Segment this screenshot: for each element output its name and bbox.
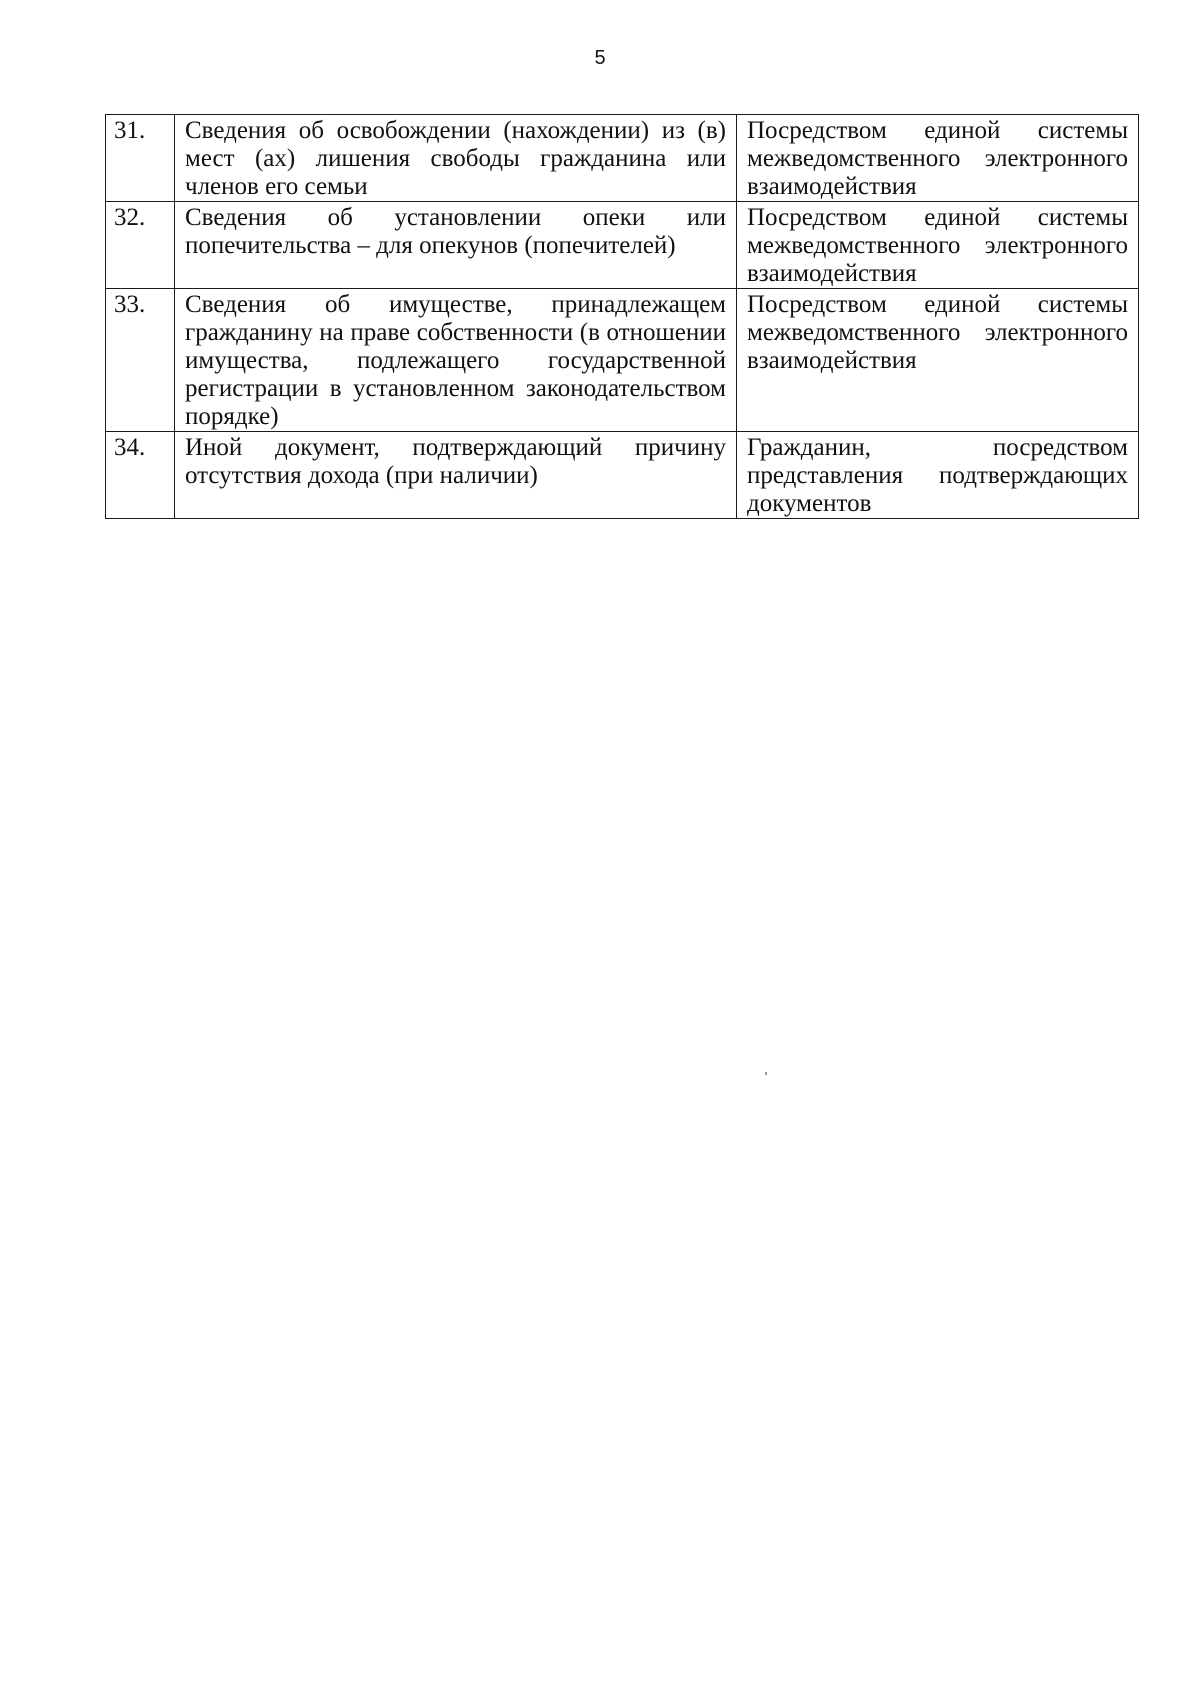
table-row xyxy=(106,432,1139,519)
table-row xyxy=(106,289,1139,432)
row-description: Иной документ, подтверждающий причину отсутствия дохода (при наличии) xyxy=(175,432,737,519)
row-description: Сведения об освобождении (нахождении) из (в) мест (ах) лишения свободы гражданина или членов его семьи xyxy=(175,115,737,202)
table-row xyxy=(106,115,1139,202)
row-description: Сведения об имуществе, принадлежащем гражданину на праве собственности (в отношении имущества, подлежащего государственной регистрации в установленном законодательством порядке) xyxy=(175,289,737,432)
row-method: Посредством единой системы межведомственного электронного взаимодействия xyxy=(737,115,1139,202)
page-number: 5 xyxy=(594,47,606,69)
row-method: Посредством единой системы межведомственного электронного взаимодействия xyxy=(737,202,1139,289)
row-description: Сведения об установлении опеки или попечительства – для опекунов (попечителей) xyxy=(175,202,737,289)
row-number: 31. xyxy=(106,115,175,202)
scan-speck xyxy=(765,1072,767,1075)
row-number: 34. xyxy=(106,432,175,519)
documents-table xyxy=(105,114,1139,519)
table-row xyxy=(106,202,1139,289)
row-number: 32. xyxy=(106,202,175,289)
row-method: Посредством единой системы межведомственного электронного взаимодействия xyxy=(737,289,1139,432)
row-method: Гражданин, посредством представления подтверждающих документов xyxy=(737,432,1139,519)
row-number: 33. xyxy=(106,289,175,432)
